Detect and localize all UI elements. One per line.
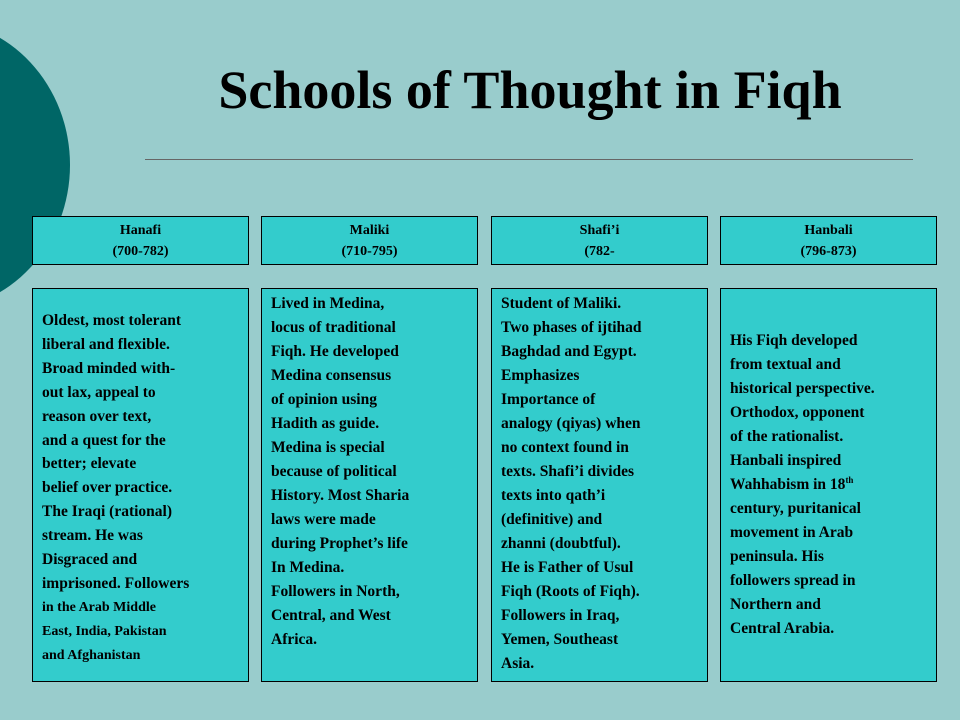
text-line: Orthodox, opponent	[730, 404, 865, 421]
school-years: (700-782)	[112, 244, 169, 259]
header-maliki	[261, 216, 478, 265]
text-line: Asia.	[501, 655, 535, 672]
text-line: Student of Maliki.	[501, 295, 622, 312]
text-line: Central, and West	[271, 607, 391, 624]
text-line: Followers in North,	[271, 583, 400, 600]
text-line: belief over practice.	[42, 479, 173, 497]
text-line: reason over text,	[42, 407, 152, 425]
ordinal-suffix: th	[845, 474, 854, 485]
text-line: and a quest for the	[42, 431, 166, 449]
slide-title: Schools of Thought in Fiqh	[218, 60, 842, 120]
text-line: liberal and flexible.	[42, 335, 170, 353]
text-line: movement in Arab	[730, 524, 854, 541]
text-line: of opinion using	[271, 391, 377, 408]
text-line: Followers in Iraq,	[501, 607, 620, 624]
text-line: Broad minded with-	[42, 359, 176, 377]
header-hanafi	[32, 216, 249, 265]
text-line: Importance of	[501, 391, 596, 408]
text-line: analogy (qiyas) when	[501, 415, 641, 432]
text-line: Medina is special	[271, 439, 385, 456]
text-line	[730, 473, 930, 497]
text-line: Hanbali inspired	[730, 452, 842, 469]
school-name: Hanbali	[804, 223, 853, 238]
text-line: His Fiqh developed	[730, 332, 858, 349]
text-line: Fiqh. He developed	[271, 343, 399, 360]
text-line: zhanni (doubtful).	[501, 535, 621, 552]
body-hanafi	[32, 288, 249, 682]
text-line: Northern and	[730, 596, 821, 613]
text-line: of the rationalist.	[730, 428, 844, 445]
text-line: Yemen, Southeast	[501, 631, 619, 648]
text-line: followers spread in	[730, 572, 856, 589]
text-line: laws were made	[271, 511, 376, 528]
school-years: (796-873)	[800, 244, 857, 259]
text-line: History. Most Sharia	[271, 487, 410, 504]
decorative-circle	[0, 20, 70, 310]
text-line: century, puritanical	[730, 500, 861, 517]
school-name: Hanafi	[119, 223, 162, 238]
text-line: out lax, appeal to	[42, 383, 156, 401]
text-line: better; elevate	[42, 455, 137, 473]
text-line: in the Arab Middle	[42, 599, 156, 615]
text-line: Hadith as guide.	[271, 415, 380, 432]
text-line: In Medina.	[271, 559, 345, 576]
text-line: texts into qath’i	[501, 487, 606, 504]
body-hanbali	[720, 288, 937, 682]
text-line: locus of traditional	[271, 319, 396, 336]
text-line: during Prophet’s life	[271, 535, 408, 552]
text-line: Africa.	[271, 631, 318, 648]
title-divider	[145, 159, 913, 160]
text-line: and Afghanistan	[42, 647, 141, 663]
text-line: Two phases of ijtihad	[501, 319, 642, 336]
text-line: East, India, Pakistan	[42, 623, 167, 639]
text-line: Baghdad and Egypt.	[501, 343, 637, 360]
text-line: Fiqh (Roots of Fiqh).	[501, 583, 640, 600]
text-line: imprisoned. Followers	[42, 574, 190, 592]
text-line: He is Father of Usul	[501, 559, 634, 576]
text-line: Emphasizes	[501, 367, 580, 384]
text-line: from textual and	[730, 356, 841, 373]
header-shafii	[491, 216, 708, 265]
text-line: peninsula. His	[730, 548, 824, 565]
text-line: historical perspective.	[730, 380, 875, 397]
body-shafii	[491, 288, 708, 682]
text-line: Lived in Medina,	[271, 295, 385, 312]
header-hanbali	[720, 216, 937, 265]
text-line: Oldest, most tolerant	[42, 312, 182, 329]
text-line: because of political	[271, 463, 397, 480]
school-name: Shafi’i	[579, 223, 620, 238]
school-years: (782-	[584, 244, 615, 259]
text-line: Disgraced and	[42, 551, 138, 569]
text-line: stream. He was	[42, 527, 143, 545]
text-line: The Iraqi (rational)	[42, 503, 173, 521]
text-line: texts. Shafi’i divides	[501, 463, 635, 480]
text-line: (definitive) and	[501, 511, 603, 528]
school-years: (710-795)	[341, 244, 398, 259]
school-name: Maliki	[349, 223, 390, 238]
text-line: Central Arabia.	[730, 620, 835, 637]
text-fragment: Wahhabism in 18	[730, 476, 846, 493]
text-line: no context found in	[501, 439, 629, 456]
text-line: Medina consensus	[271, 367, 392, 384]
body-maliki	[261, 288, 478, 682]
